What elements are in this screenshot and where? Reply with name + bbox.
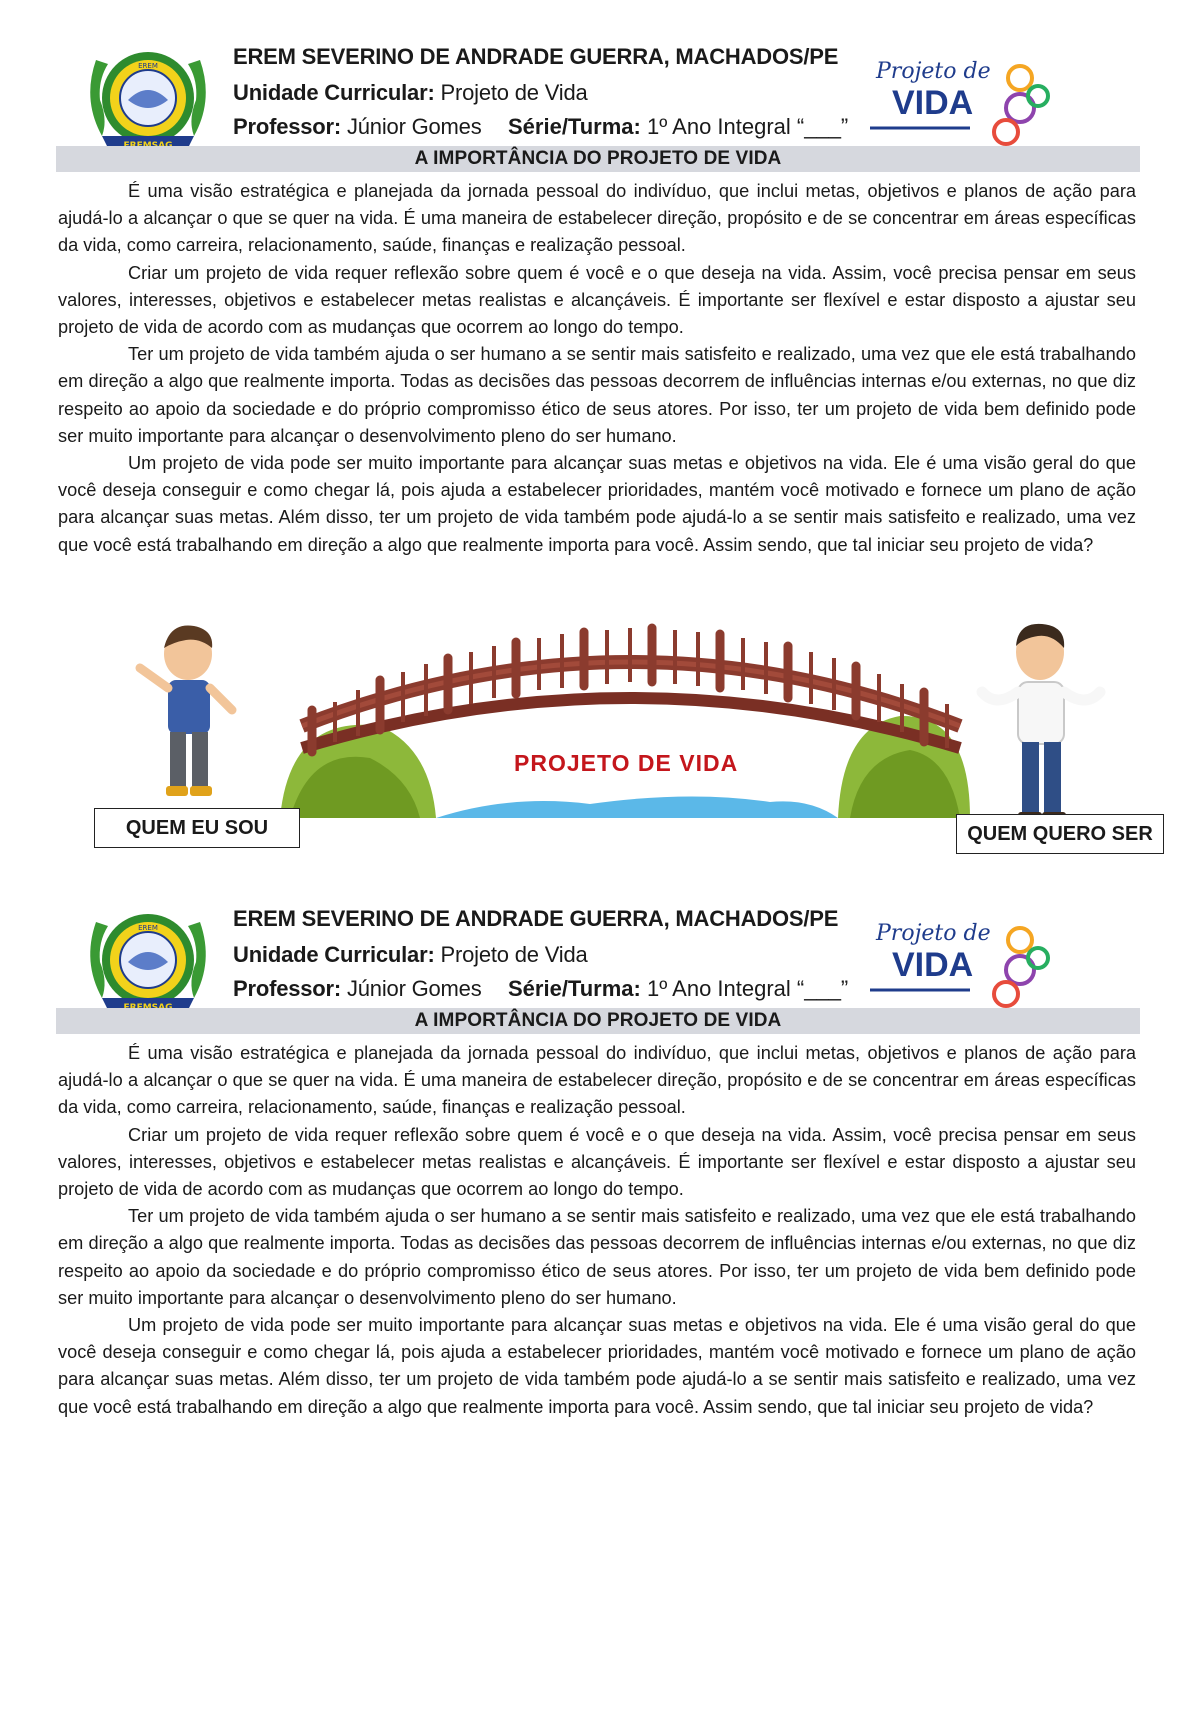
serie-value: 1º Ano Integral “___” (646, 976, 849, 1001)
paragraph: Criar um projeto de vida requer reflexão sobre quem é você e o que deseja na vida. Assim, você precisa pensar em seus valores, interesses, objetivos e estabelecer metas realistas e alcançáveis. É importante ser flexível e estar disposto a ajustar seu projeto de vida de acordo com as mudanças que ocorrem ao longo do tempo. (58, 262, 1136, 338)
professor (233, 976, 482, 1002)
svg-text:Projeto de: Projeto de (876, 59, 991, 84)
paragraph: Criar um projeto de vida requer reflexão sobre quem é você e o que deseja na vida. Assim, você precisa pensar em seus valores, interesses, objetivos e estabelecer metas realistas e alcançáveis. É importante ser flexível e estar disposto a ajustar seu projeto de vida de acordo com as mudanças que ocorrem ao longo do tempo. (58, 1124, 1136, 1200)
man-character-icon (982, 624, 1100, 821)
serie-turma (508, 114, 848, 140)
svg-text:EREM: EREM (138, 924, 158, 932)
serie-label: Série/Turma: (508, 114, 641, 139)
professor-value: Júnior Gomes (346, 976, 482, 1001)
school-crest-icon (78, 40, 218, 160)
serie-value: 1º Ano Integral “___” (646, 114, 849, 139)
professor (233, 114, 482, 140)
professor-label: Professor: (233, 976, 342, 1001)
curricular-unit-value: Projeto de Vida (440, 942, 588, 967)
page-title: A IMPORTÂNCIA DO PROJETO DE VIDA (414, 1010, 782, 1031)
professor-label: Professor: (233, 114, 342, 139)
paragraph: Ter um projeto de vida também ajuda o ser humano a se sentir mais satisfeito e realizado, uma vez que ele está trabalhando em direção a algo que realmente importa. Todas as decisões das pessoas decorrem de influências internas e/ou externas, no que diz respeito ao apoio da sociedade e do próprio compromisso ético de seus atores. Por isso, ter um projeto de vida bem definido pode ser muito importante para alcançar o desenvolvimento pleno do ser humano. (58, 344, 1136, 446)
svg-text:VIDA: VIDA (892, 84, 974, 122)
paragraph: É uma visão estratégica e planejada da jornada pessoal do indivíduo, que inclui metas, objetivos e planos de ação para ajudá-lo a alcançar o que se quer na vida. É uma maneira de estabelecer direção, propósito e de se concentrar em áreas específicas da vida, como carreira, relacionamento, saúde, finanças e realização pessoal. (58, 181, 1136, 256)
projeto-de-vida-logo-icon (870, 56, 1070, 152)
bridge-label: PROJETO DE VIDA (514, 750, 739, 776)
svg-text:EREM: EREM (138, 62, 158, 70)
svg-text:VIDA: VIDA (892, 946, 974, 984)
school-name: EREM SEVERINO DE ANDRADE GUERRA, MACHADOS/PE (233, 906, 839, 931)
professor-value: Júnior Gomes (346, 114, 482, 139)
curricular-unit (233, 942, 588, 968)
curricular-unit-value: Projeto de Vida (440, 80, 588, 105)
school-name: EREM SEVERINO DE ANDRADE GUERRA, MACHADOS/PE (233, 44, 839, 69)
projeto-de-vida-logo-icon (870, 918, 1070, 1014)
worksheet-bottom (0, 862, 1200, 1722)
paragraph: É uma visão estratégica e planejada da jornada pessoal do indivíduo, que inclui metas, objetivos e planos de ação para ajudá-lo a alcançar o que se quer na vida. É uma maneira de estabelecer direção, propósito e de se concentrar em áreas específicas da vida, como carreira, relacionamento, saúde, finanças e realização pessoal. (58, 1043, 1136, 1118)
title-bar (56, 1008, 1140, 1034)
body-text (58, 178, 1136, 559)
boy-character-icon (140, 625, 232, 796)
body-text (58, 1040, 1136, 1421)
page-title: A IMPORTÂNCIA DO PROJETO DE VIDA (414, 148, 782, 169)
who-i-want-to-be-box: QUEM QUERO SER (956, 814, 1164, 854)
school-crest-icon (78, 902, 218, 1022)
curricular-unit-label: Unidade Curricular: (233, 80, 435, 105)
paragraph: Um projeto de vida pode ser muito importante para alcançar suas metas e objetivos na vida. Ele é uma visão geral do que você deseja conseguir e como chegar lá, pois ajuda a estabelecer prioridades, mantém você motivado e fornece um plano de ação para alcançar suas metas. Além disso, ter um projeto de vida também pode ajudá-lo a se sentir mais satisfeito e realizado, uma vez que você está trabalhando em direção a algo que realmente importa para você. Assim sendo, que tal iniciar seu projeto de vida? (58, 1315, 1136, 1417)
svg-text:Projeto de: Projeto de (876, 921, 991, 946)
paragraph: Ter um projeto de vida também ajuda o ser humano a se sentir mais satisfeito e realizado, uma vez que ele está trabalhando em direção a algo que realmente importa. Todas as decisões das pessoas decorrem de influências internas e/ou externas, no que diz respeito ao apoio da sociedade e do próprio compromisso ético de seus atores. Por isso, ter um projeto de vida bem definido pode ser muito importante para alcançar o desenvolvimento pleno do ser humano. (58, 1206, 1136, 1308)
serie-label: Série/Turma: (508, 976, 641, 1001)
title-bar (56, 146, 1140, 172)
curricular-unit-label: Unidade Curricular: (233, 942, 435, 967)
curricular-unit (233, 80, 588, 106)
paragraph: Um projeto de vida pode ser muito importante para alcançar suas metas e objetivos na vida. Ele é uma visão geral do que você deseja conseguir e como chegar lá, pois ajuda a estabelecer prioridades, mantém você motivado e fornece um plano de ação para alcançar suas metas. Além disso, ter um projeto de vida também pode ajudá-lo a se sentir mais satisfeito e realizado, uma vez que você está trabalhando em direção a algo que realmente importa para você. Assim sendo, que tal iniciar seu projeto de vida? (58, 453, 1136, 555)
worksheet-top (0, 0, 1200, 860)
who-i-am-box: QUEM EU SOU (94, 808, 300, 848)
serie-turma (508, 976, 848, 1002)
